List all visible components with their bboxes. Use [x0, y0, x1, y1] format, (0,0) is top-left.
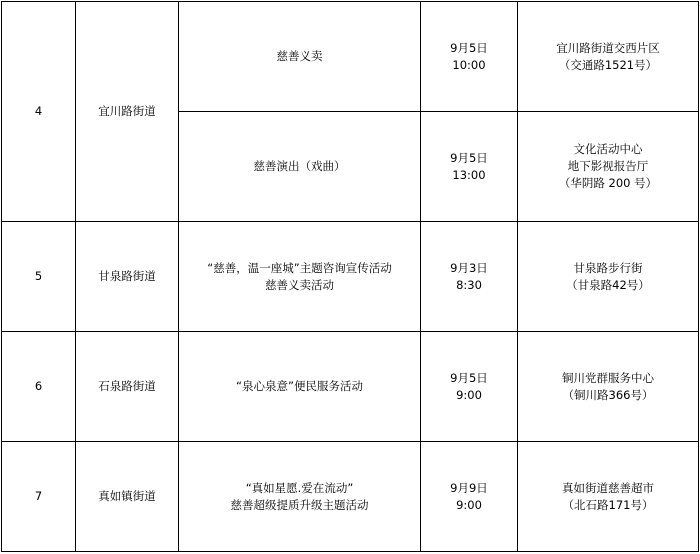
location-line: （铜川路366号） [562, 387, 654, 402]
row-number: 4 [2, 2, 76, 222]
table-row [2, 332, 699, 442]
row-number: 5 [2, 222, 76, 332]
activity-cell [179, 442, 421, 552]
event-time: 10:00 [452, 57, 486, 72]
activity-cell [179, 222, 421, 332]
datetime-cell [421, 332, 518, 442]
location-line: 铜川党群服务中心 [562, 370, 654, 385]
datetime-cell [421, 222, 518, 332]
event-time: 13:00 [452, 167, 486, 182]
activity-line: “慈善，温一座城”主题咨询宣传活动 [207, 260, 392, 275]
row-number: 7 [2, 442, 76, 552]
location-line: 宜川路街道交西片区 [556, 40, 660, 55]
event-date: 9月3日 [450, 260, 488, 275]
activity-cell [179, 112, 421, 222]
event-time: 9:00 [456, 387, 482, 402]
street-name: 宜川路街道 [76, 2, 179, 222]
location-cell [518, 332, 699, 442]
event-date: 9月5日 [450, 150, 488, 165]
table-row [2, 442, 699, 552]
location-line: 地下影视报告厅 [567, 159, 649, 173]
row-number: 6 [2, 332, 76, 442]
event-time: 8:30 [456, 277, 482, 292]
activity-line: 慈善义卖 [276, 49, 323, 63]
datetime-cell [421, 112, 518, 222]
activity-line: “泉心泉意”便民服务活动 [236, 379, 363, 393]
event-date: 9月9日 [450, 480, 488, 495]
location-line: （华阴路 200 号） [558, 176, 658, 190]
street-name: 甘泉路街道 [76, 222, 179, 332]
location-line: 文化活动中心 [573, 142, 643, 156]
location-line: 甘泉路步行街 [573, 260, 643, 275]
activity-line: “真如星愿.爱在流动” [245, 480, 354, 495]
location-cell [518, 2, 699, 112]
location-line: （交通路1521号） [558, 57, 658, 72]
datetime-cell [421, 442, 518, 552]
event-date: 9月5日 [450, 40, 488, 55]
location-cell [518, 112, 699, 222]
datetime-cell [421, 2, 518, 112]
activity-line: 慈善超级提质升级主题活动 [230, 497, 369, 512]
activity-line: 慈善演出（戏曲） [253, 159, 346, 173]
activity-cell [179, 2, 421, 112]
table-row [2, 2, 699, 112]
location-line: 真如街道慈善超市 [562, 480, 654, 495]
location-cell [518, 442, 699, 552]
street-name: 石泉路街道 [76, 332, 179, 442]
location-line: （甘泉路42号） [566, 277, 650, 292]
table-row [2, 222, 699, 332]
event-date: 9月5日 [450, 370, 488, 385]
activity-cell [179, 332, 421, 442]
location-cell [518, 222, 699, 332]
activity-line: 慈善义卖活动 [265, 277, 334, 292]
event-time: 9:00 [456, 497, 482, 512]
street-name: 真如镇街道 [76, 442, 179, 552]
location-line: （北石路171号） [562, 497, 654, 512]
schedule-table [1, 1, 699, 552]
